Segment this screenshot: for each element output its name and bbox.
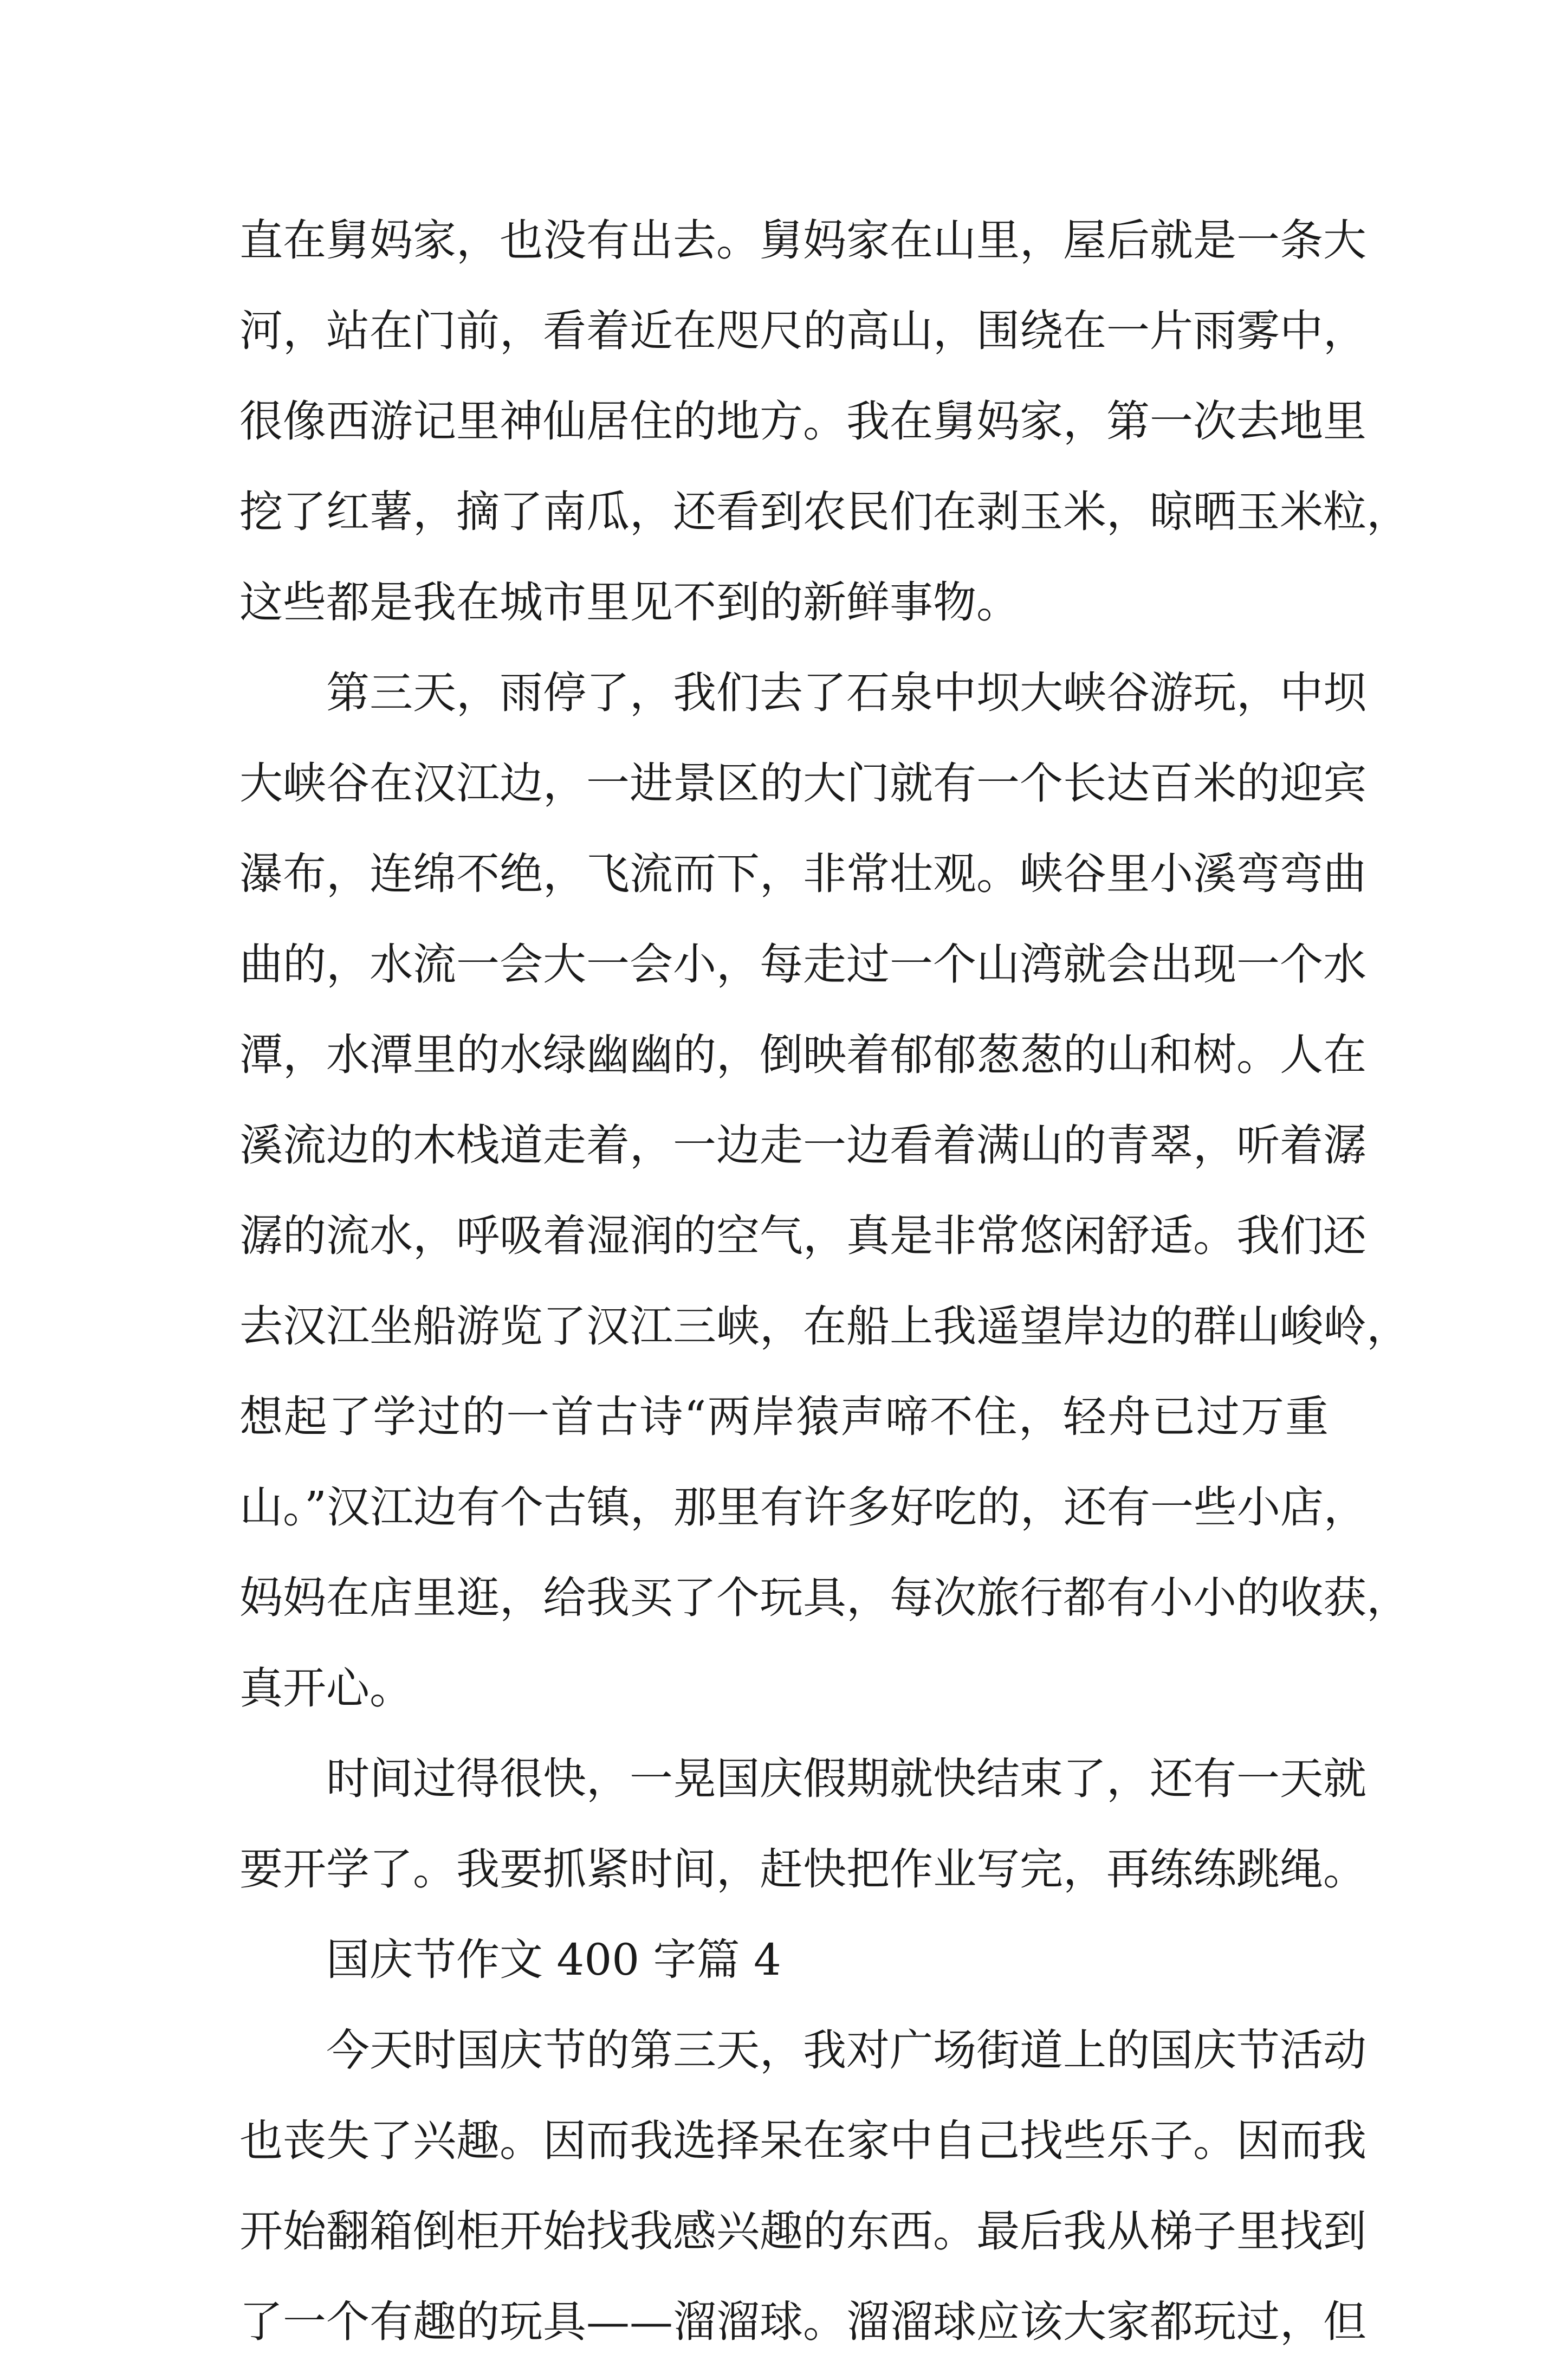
text-line: 瀑布，连绵不绝，飞流而下，非常壮观。峡谷里小溪弯弯曲 (239, 849, 1366, 899)
text-line: 溪流边的木栈道走着，一边走一边看着满山的青翠，听着潺 (239, 1120, 1366, 1170)
text-line: 真开心。 (239, 1663, 413, 1713)
text-line: 河，站在门前，看着近在咫尺的高山，围绕在一片雨雾中， (239, 306, 1366, 356)
text-line: 潭，水潭里的水绿幽幽的，倒映着郁郁葱葱的山和树。人在 (239, 1030, 1366, 1080)
text-line: 想起了学过的一首古诗“两岸猿声啼不住，轻舟已过万重 (239, 1392, 1329, 1442)
text-line: 直在舅妈家，也没有出去。舅妈家在山里，屋后就是一条大 (239, 215, 1366, 266)
text-line: 曲的，水流一会大一会小，每走过一个山湾就会出现一个水 (239, 939, 1366, 990)
text-line: 开始翻箱倒柜开始找我感兴趣的东西。最后我从梯子里找到 (239, 2206, 1366, 2256)
paragraph-first-line: 时间过得很快，一晃国庆假期就快结束了，还有一天就 (326, 1754, 1366, 1804)
section-heading: 国庆节作文 400 字篇 4 (326, 1935, 781, 1985)
text-line: 潺的流水，呼吸着湿润的空气，真是非常悠闲舒适。我们还 (239, 1211, 1366, 1261)
paragraph-first-line: 今天时国庆节的第三天，我对广场街道上的国庆节活动 (326, 2025, 1366, 2075)
text-line: 妈妈在店里逛，给我买了个玩具，每次旅行都有小小的收获， (239, 1573, 1410, 1623)
text-line: 去汉江坐船游览了汉江三峡，在船上我遥望岸边的群山峻岭， (239, 1301, 1410, 1351)
text-line: 这些都是我在城市里见不到的新鲜事物。 (239, 577, 1020, 628)
text-line: 很像西游记里神仙居住的地方。我在舅妈家，第一次去地里 (239, 396, 1366, 447)
text-line: 要开学了。我要抓紧时间，赶快把作业写完，再练练跳绳。 (239, 1844, 1366, 1894)
body-text (239, 195, 1410, 2367)
text-line: 也丧失了兴趣。因而我选择呆在家中自己找些乐子。因而我 (239, 2116, 1366, 2166)
text-line: 大峡谷在汉江边，一进景区的大门就有一个长达百米的迎宾 (239, 758, 1366, 809)
text-line: 挖了红薯，摘了南瓜，还看到农民们在剥玉米，晾晒玉米粒， (239, 487, 1410, 537)
paragraph-first-line: 第三天，雨停了，我们去了石泉中坝大峡谷游玩，中坝 (326, 668, 1366, 718)
text-line: 山。”汉江边有个古镇，那里有许多好吃的，还有一些小店， (239, 1482, 1367, 1532)
text-line: 了一个有趣的玩具——溜溜球。溜溜球应该大家都玩过，但 (239, 2297, 1366, 2347)
